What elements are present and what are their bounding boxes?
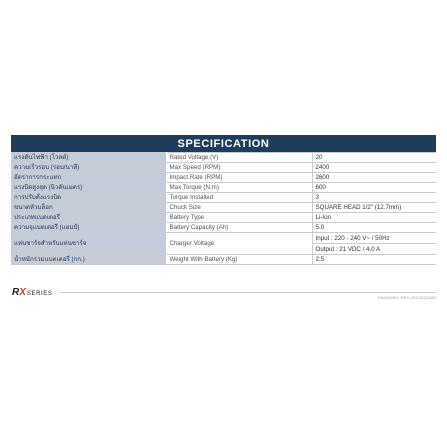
spec-table [11, 152, 436, 265]
spec-label-en: Max Speed (RPM) [166, 163, 312, 173]
spec-header [11, 135, 436, 152]
spec-sheet [11, 135, 436, 265]
spec-value: 2400 [312, 163, 436, 173]
spec-value: SQUARE HEAD 1/2" (12.7mm) [312, 203, 436, 213]
spec-row [11, 193, 436, 203]
spec-label-en: Battery Type [166, 213, 312, 223]
spec-row [11, 223, 436, 233]
spec-label-en: Battery Capacity (Ah) [166, 223, 312, 233]
charger-label-en: Charger Voltage [166, 233, 312, 255]
spec-label-th: แรงบิดสูงสุด (นิวตันเมตร) [11, 183, 166, 193]
brand-logo [12, 287, 53, 298]
spec-value: 600 [312, 183, 436, 193]
spec-value: 20 [312, 153, 436, 163]
spec-row [11, 213, 436, 223]
charger-input-value: Input : 220 - 240 V~ / 50Hz [312, 233, 436, 244]
brand-letter-r: R [12, 287, 20, 298]
spec-value: 3 [312, 193, 436, 203]
charger-output-value: Output : 21 VDC / 4.0 A [312, 244, 436, 255]
spec-label-en: Chuck Size [166, 203, 312, 213]
document-number: DW600RX-REV.2020013388 [377, 295, 436, 300]
spec-label-th: ความเร็วรอบ (รอบ/นาที) [11, 163, 166, 173]
spec-row-charger [11, 233, 436, 244]
spec-label-en: Max Torque (N.m) [166, 183, 312, 193]
spec-label-th: ประเภทแบตเตอรี่ [11, 213, 166, 223]
spec-label-th: แรงดันไฟฟ้า (โวลต์) [11, 153, 166, 163]
brand-divider [60, 292, 436, 293]
spec-label-th: ความจุแบตเตอรี่ (แอมป์) [11, 223, 166, 233]
spec-label-th: อัตราการกระแทก [11, 173, 166, 183]
spec-label-th: น้ำหนักรวมแบตเตอรี่ (กก.) [11, 255, 166, 265]
brand-series: SERIES [26, 291, 53, 297]
spec-row [11, 153, 436, 163]
spec-label-en: Impact Rate (RPM) [166, 173, 312, 183]
spec-value: 2600 [312, 173, 436, 183]
spec-label-th: ขนาดหัวบล็อก [11, 203, 166, 213]
brand-letter-x: X [19, 287, 26, 298]
spec-row [11, 255, 436, 265]
spec-label-en: Weight With Battery (Kg) [166, 255, 312, 265]
charger-label-th: แท่นชาร์จสำหรับแท่นชาร์จ [11, 233, 166, 255]
spec-label-en: Rated Voltage (V) [166, 153, 312, 163]
spec-value: 5.0 [312, 223, 436, 233]
spec-row [11, 163, 436, 173]
spec-row [11, 183, 436, 193]
spec-row [11, 203, 436, 213]
spec-label-th: การปรับตั้งแรงบิด [11, 193, 166, 203]
spec-row [11, 173, 436, 183]
spec-value: Li-Ion [312, 213, 436, 223]
spec-title: SPECIFICATION [177, 137, 270, 150]
spec-label-en: Torque Installed [166, 193, 312, 203]
spec-value: 2.5 [312, 255, 436, 265]
